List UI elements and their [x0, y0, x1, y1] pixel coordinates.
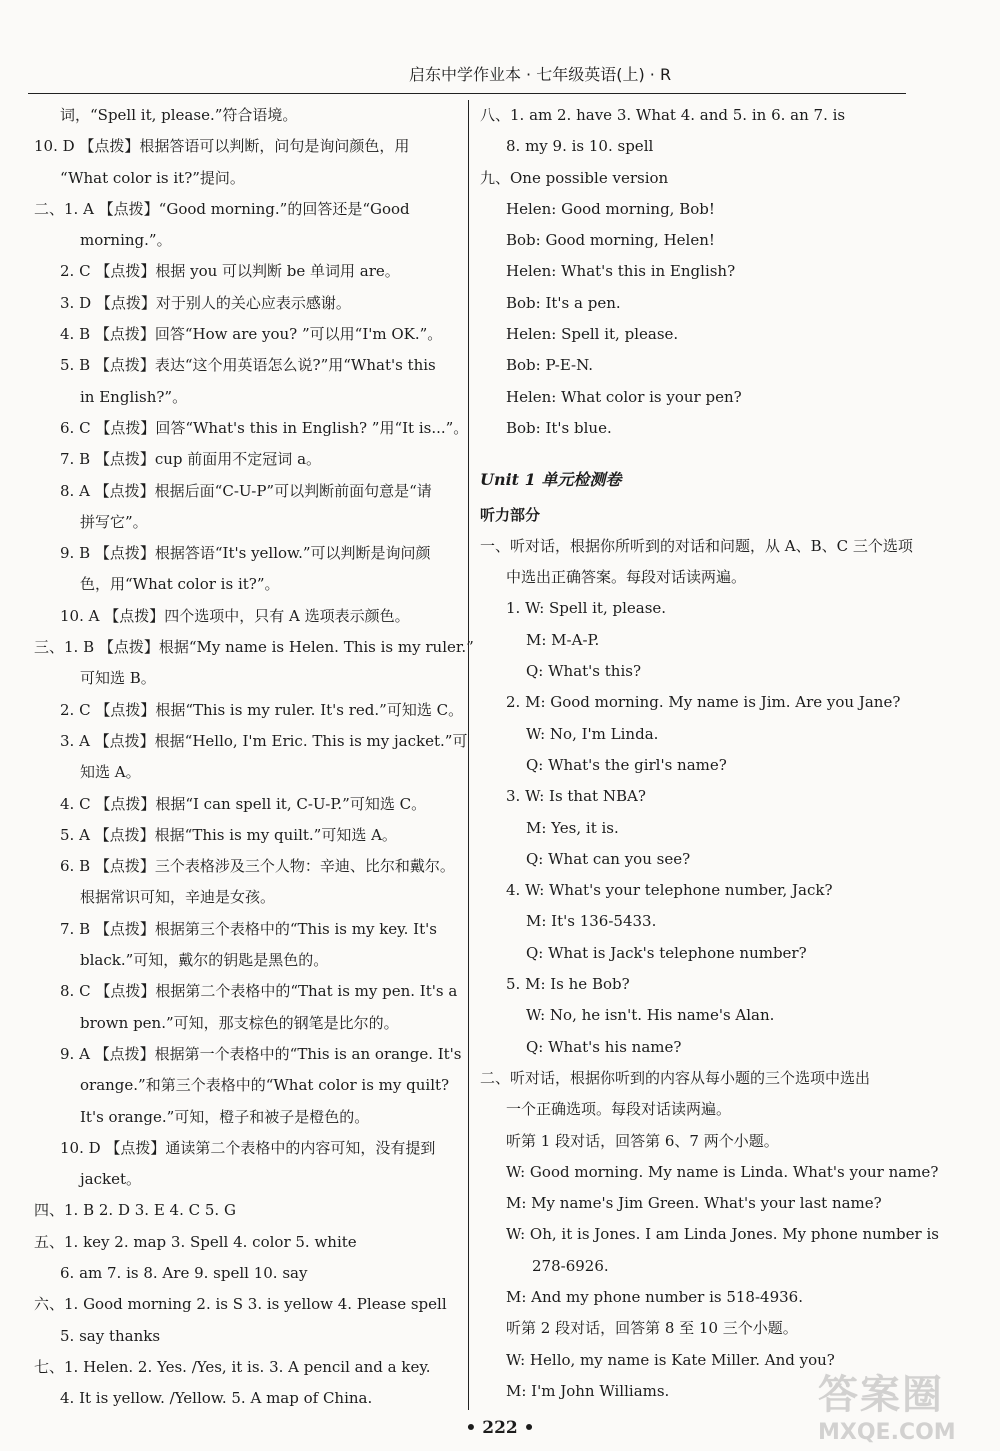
text-line: 10. A 【点拨】四个选项中，只有 A 选项表示颜色。: [60, 606, 410, 625]
text-line: M: I'm John Williams.: [506, 1381, 670, 1400]
text-line: 9. A 【点拨】根据第一个表格中的“This is an orange. It's: [60, 1044, 462, 1063]
text-line: morning.”。: [80, 231, 172, 250]
text-line: black.”可知，戴尔的钥匙是黑色的。: [80, 951, 329, 970]
watermark-bottom: MXQE.COM: [818, 1420, 956, 1445]
text-line: 2. C 【点拨】根据“This is my ruler. It's red.”可知选 C。: [60, 700, 464, 719]
text-line: 5. M: Is he Bob?: [506, 975, 630, 994]
text-line: Bob: P-E-N.: [506, 356, 594, 375]
text-line: 8. A 【点拨】根据后面“C-U-P”可以判断前面句意是“请: [60, 481, 432, 500]
text-line: “What color is it?”提问。: [60, 168, 245, 187]
text-line: Helen: Good morning, Bob!: [506, 199, 715, 218]
text-line: M: My name's Jim Green. What's your last name?: [506, 1194, 882, 1213]
text-line: 10. D 【点拨】根据答语可以判断，问句是询问颜色，用: [34, 137, 410, 156]
text-line: Q: What's this?: [526, 662, 641, 681]
text-line: 2. M: Good morning. My name is Jim. Are you Jane?: [506, 693, 901, 712]
text-line: 五、1. key 2. map 3. Spell 4. color 5. white: [34, 1232, 357, 1251]
text-line: It's orange.”可知，橙子和被子是橙色的。: [80, 1107, 370, 1126]
text-line: 色，用“What color is it?”。: [80, 575, 280, 594]
text-line: 3. D 【点拨】对于别人的关心应表示感谢。: [60, 293, 351, 312]
text-line: 278-6926.: [532, 1256, 609, 1275]
text-line: 可知选 B。: [80, 669, 156, 688]
text-line: in English?”。: [80, 387, 188, 406]
text-line: 10. D 【点拨】通读第二个表格中的内容可知，没有提到: [60, 1138, 436, 1157]
text-line: 9. B 【点拨】根据答语“It's yellow.”可以判断是询问颜: [60, 544, 431, 563]
text-line: 拼写它”。: [80, 512, 148, 531]
text-line: 中选出正确答案。每段对话读两遍。: [506, 568, 747, 587]
text-line: 八、1. am 2. have 3. What 4. and 5. in 6. an 7. is: [480, 106, 846, 124]
text-line: Q: What can you see?: [526, 849, 691, 868]
text-line: Helen: What's this in English?: [506, 262, 736, 281]
text-line: 4. W: What's your telephone number, Jack?: [506, 881, 833, 900]
text-line: W: No, he isn't. His name's Alan.: [526, 1006, 775, 1025]
header-rule: [28, 93, 906, 94]
text-line: 3. A 【点拨】根据“Hello, I'm Eric. This is my jacket.”可: [60, 731, 468, 750]
watermark-logo: [818, 1363, 983, 1448]
text-line: 一、听对话，根据你所听到的对话和问题，从 A、B、C 三个选项: [480, 536, 913, 555]
text-line: 4. It is yellow. /Yellow. 5. A map of China.: [60, 1389, 373, 1408]
text-line: jacket。: [80, 1170, 141, 1189]
text-line: M: M-A-P.: [526, 630, 600, 649]
text-line: Bob: It's a pen.: [506, 293, 621, 312]
text-line: 四、1. B 2. D 3. E 4. C 5. G: [34, 1201, 236, 1220]
text-line: 知选 A。: [80, 763, 141, 782]
text-line: 六、1. Good morning 2. is S 3. is yellow 4. Please spell: [34, 1295, 447, 1314]
text-line: 8. C 【点拨】根据第二个表格中的“That is my pen. It's a: [60, 982, 458, 1001]
text-line: 词，“Spell it, please.”符合语境。: [60, 106, 298, 124]
text-line: W: Oh, it is Jones. I am Linda Jones. My phone number is: [506, 1225, 939, 1244]
text-line: 二、听对话，根据你听到的内容从每小题的三个选项中选出: [480, 1068, 871, 1087]
text-line: 根据常识可知，辛迪是女孩。: [80, 888, 276, 907]
text-line: 5. A 【点拨】根据“This is my quilt.”可知选 A。: [60, 825, 397, 844]
unit-title: Unit 1 单元检测卷: [480, 470, 622, 490]
text-line: M: Yes, it is.: [526, 818, 619, 837]
text-line: Helen: What color is your pen?: [506, 387, 742, 406]
text-line: W: Good morning. My name is Linda. What's your name?: [506, 1162, 939, 1181]
text-line: M: It's 136-5433.: [526, 912, 657, 931]
section-title: 听力部分: [480, 505, 541, 524]
left-column: [34, 100, 474, 1414]
text-line: 三、1. B 【点拨】根据“My name is Helen. This is my ruler.”: [34, 638, 474, 657]
column-divider: [468, 100, 469, 1410]
text-line: M: And my phone number is 518-4936.: [506, 1287, 803, 1306]
text-line: 5. say thanks: [60, 1326, 161, 1345]
text-line: brown pen.”可知，那支棕色的钢笔是比尔的。: [80, 1013, 399, 1032]
text-line: W: Hello, my name is Kate Miller. And you?: [506, 1350, 835, 1369]
page-number: • 222 •: [465, 1418, 535, 1438]
text-line: 听第 2 段对话，回答第 8 至 10 三个小题。: [506, 1319, 798, 1338]
text-line: 4. C 【点拨】根据“I can spell it, C-U-P.”可知选 C。: [60, 794, 427, 813]
text-line: 7. B 【点拨】cup 前面用不定冠词 a。: [60, 450, 322, 469]
text-line: 7. B 【点拨】根据第三个表格中的“This is my key. It's: [60, 919, 437, 938]
text-line: Bob: Good morning, Helen!: [506, 231, 715, 250]
header-title: 启东中学作业本 · 七年级英语(上) · R: [408, 65, 672, 84]
text-line: orange.”和第三个表格中的“What color is my quilt?: [80, 1076, 450, 1095]
page-header: [0, 62, 1000, 92]
text-line: 1. W: Spell it, please.: [506, 599, 667, 618]
text-line: 6. C 【点拨】回答“What's this in English? ”用“It is...”。: [60, 418, 469, 437]
text-line: 6. B 【点拨】三个表格涉及三个人物：辛迪、比尔和戴尔。: [60, 857, 455, 876]
text-line: Helen: Spell it, please.: [506, 325, 679, 344]
text-line: Q: What is Jack's telephone number?: [526, 943, 807, 962]
text-line: 3. W: Is that NBA?: [506, 787, 646, 806]
text-line: 二、1. A 【点拨】“Good morning.”的回答还是“Good: [34, 199, 410, 218]
text-line: 6. am 7. is 8. Are 9. spell 10. say: [60, 1263, 308, 1282]
text-line: Q: What's his name?: [526, 1037, 682, 1056]
text-line: 4. B 【点拨】回答“How are you? ”可以用“I'm OK.”。: [60, 325, 443, 344]
text-line: 九、One possible version: [480, 168, 669, 187]
text-line: 一个正确选项。每段对话读两遍。: [506, 1100, 732, 1119]
text-line: 5. B 【点拨】表达“这个用英语怎么说?”用“What's this: [60, 356, 436, 375]
watermark-top: 答案圈: [818, 1372, 944, 1418]
text-line: 8. my 9. is 10. spell: [506, 137, 654, 156]
right-top-answers: [480, 100, 900, 444]
text-line: Q: What's the girl's name?: [526, 755, 727, 774]
text-line: 七、1. Helen. 2. Yes. /Yes, it is. 3. A pencil and a key.: [34, 1357, 431, 1376]
text-line: 2. C 【点拨】根据 you 可以判断 be 单词用 are。: [60, 262, 400, 281]
text-line: 听第 1 段对话，回答第 6、7 两个小题。: [506, 1131, 779, 1150]
text-line: W: No, I'm Linda.: [526, 724, 659, 743]
text-line: Bob: It's blue.: [506, 418, 612, 437]
